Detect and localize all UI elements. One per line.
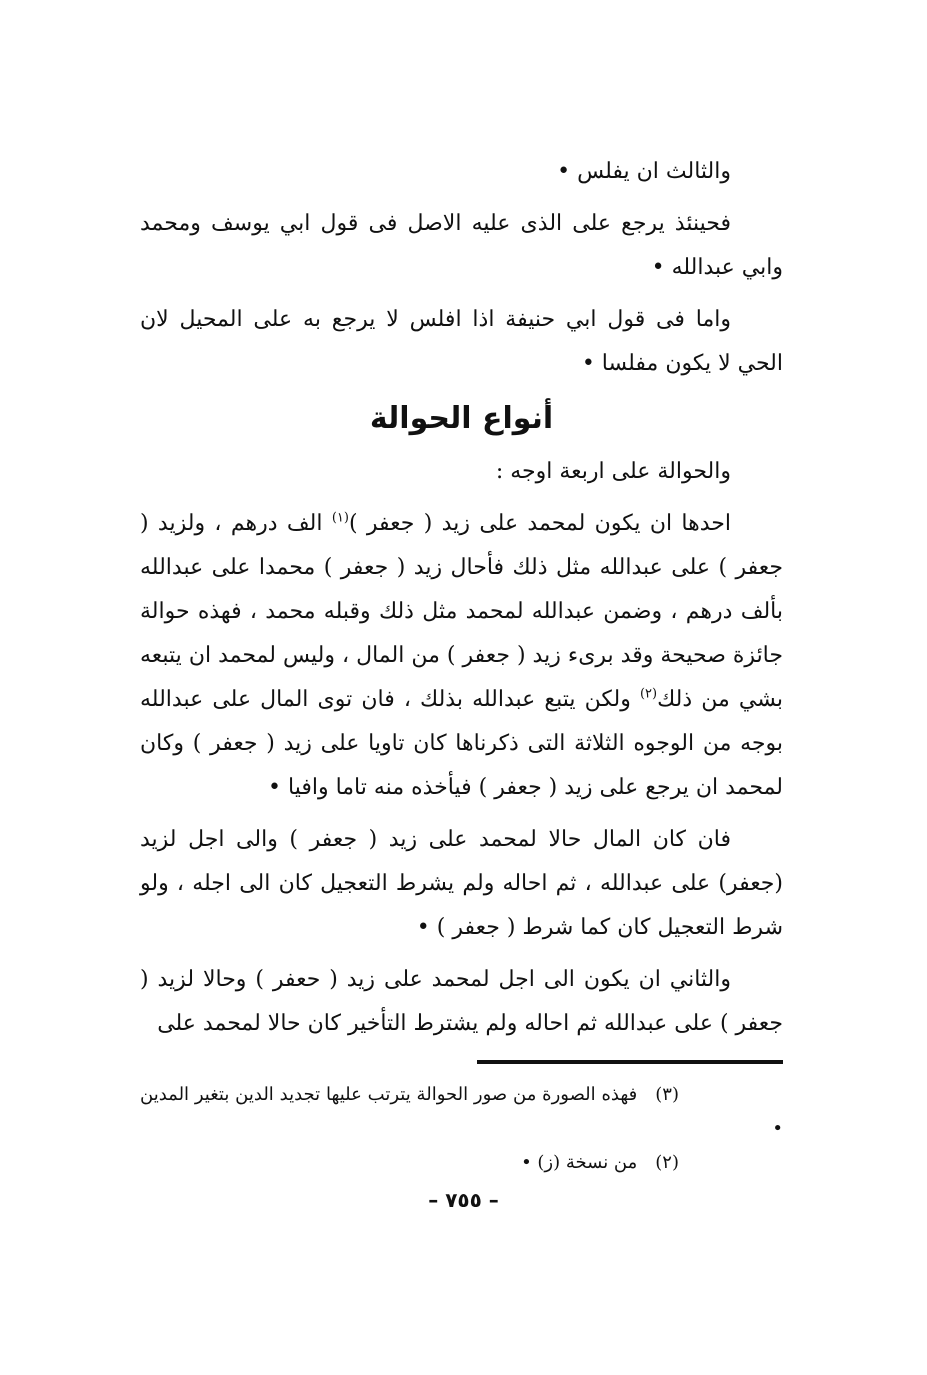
first-type-text-start: احدها ان يكون لمحمد على زيد ( جعفر ) [348, 511, 732, 536]
section-heading: أنواع الحوالة [369, 401, 554, 436]
page-number: – ٧٥٥ – [428, 1188, 499, 1212]
paragraph-intro: والحوالة على اربعة اوجه : [495, 459, 731, 484]
footnote-1-text: فهذه الصورة من صور الحوالة يترتب عليها تجديد الدين بتغير المدين • [140, 1084, 783, 1139]
paragraph-then-return: فحينئذ يرجع على الذى عليه الاصل فى قول ابي يوسف ومحمد وابي عبدالله • [140, 211, 783, 280]
paragraph-third-case: والثالث ان يفلس • [557, 159, 731, 184]
page-body [140, 150, 783, 1180]
paragraph-deferred: فان كان المال حالا لمحمد على زيد ( جعفر ) والى اجل لزيد (جعفر) على عبدالله ، ثم احاله ولم يشرط التعجيل كان الى اجله ، ولو شرط التعجيل كان كما شرط ( جعفر ) • [140, 827, 783, 940]
footnote-ref-2: (٢) [639, 686, 658, 702]
footnote-2-text: من نسخة (ز) • [521, 1152, 638, 1173]
footnote-ref-1: (١) [331, 510, 349, 526]
footnote-1-number: (٣) [655, 1084, 679, 1105]
paragraph-abu-hanifa: واما فى قول ابي حنيفة اذا افلس لا يرجع به على المحيل لان الحي لا يكون مفلسا • [140, 307, 783, 376]
footnote-2 [140, 1146, 783, 1180]
first-type-text-end: ولكن يتبع عبدالله بذلك ، فان توى المال على عبدالله بوجه من الوجوه الثلاثة التى ذكرناها كان تاويا على زيد ( جعفر ) وكان لمحمد ان يرجع على زيد ( جعفر ) فيأخذه منه تاما وافيا • [140, 687, 783, 800]
paragraph-second-type: والثاني ان يكون الى اجل لمحمد على زيد ( حعفر ) وحالا لزيد ( جعفر ) على عبدالله ثم احاله ولم يشترط التأخير كان حالا لمحمد على [140, 967, 783, 1036]
footnote-1 [140, 1078, 783, 1146]
footnote-2-number: (٢) [655, 1152, 679, 1173]
first-type-text-middle: الف درهم ، ولزيد ( جعفر ) على عبدالله مثل ذلك فأحال زيد ( جعفر ) محمدا على عبدالله بألف درهم ، وضمن عبدالله لمحمد مثل ذلك وقبله محمد ، فهذه حوالة جائزة صحيحة وقد برىء زيد ( جعفر ) من المال ، وليس لمحمد ان يتبعه بشي من ذلك [140, 511, 783, 712]
footnote-divider [477, 1060, 783, 1064]
paragraph-first-type [140, 502, 783, 810]
